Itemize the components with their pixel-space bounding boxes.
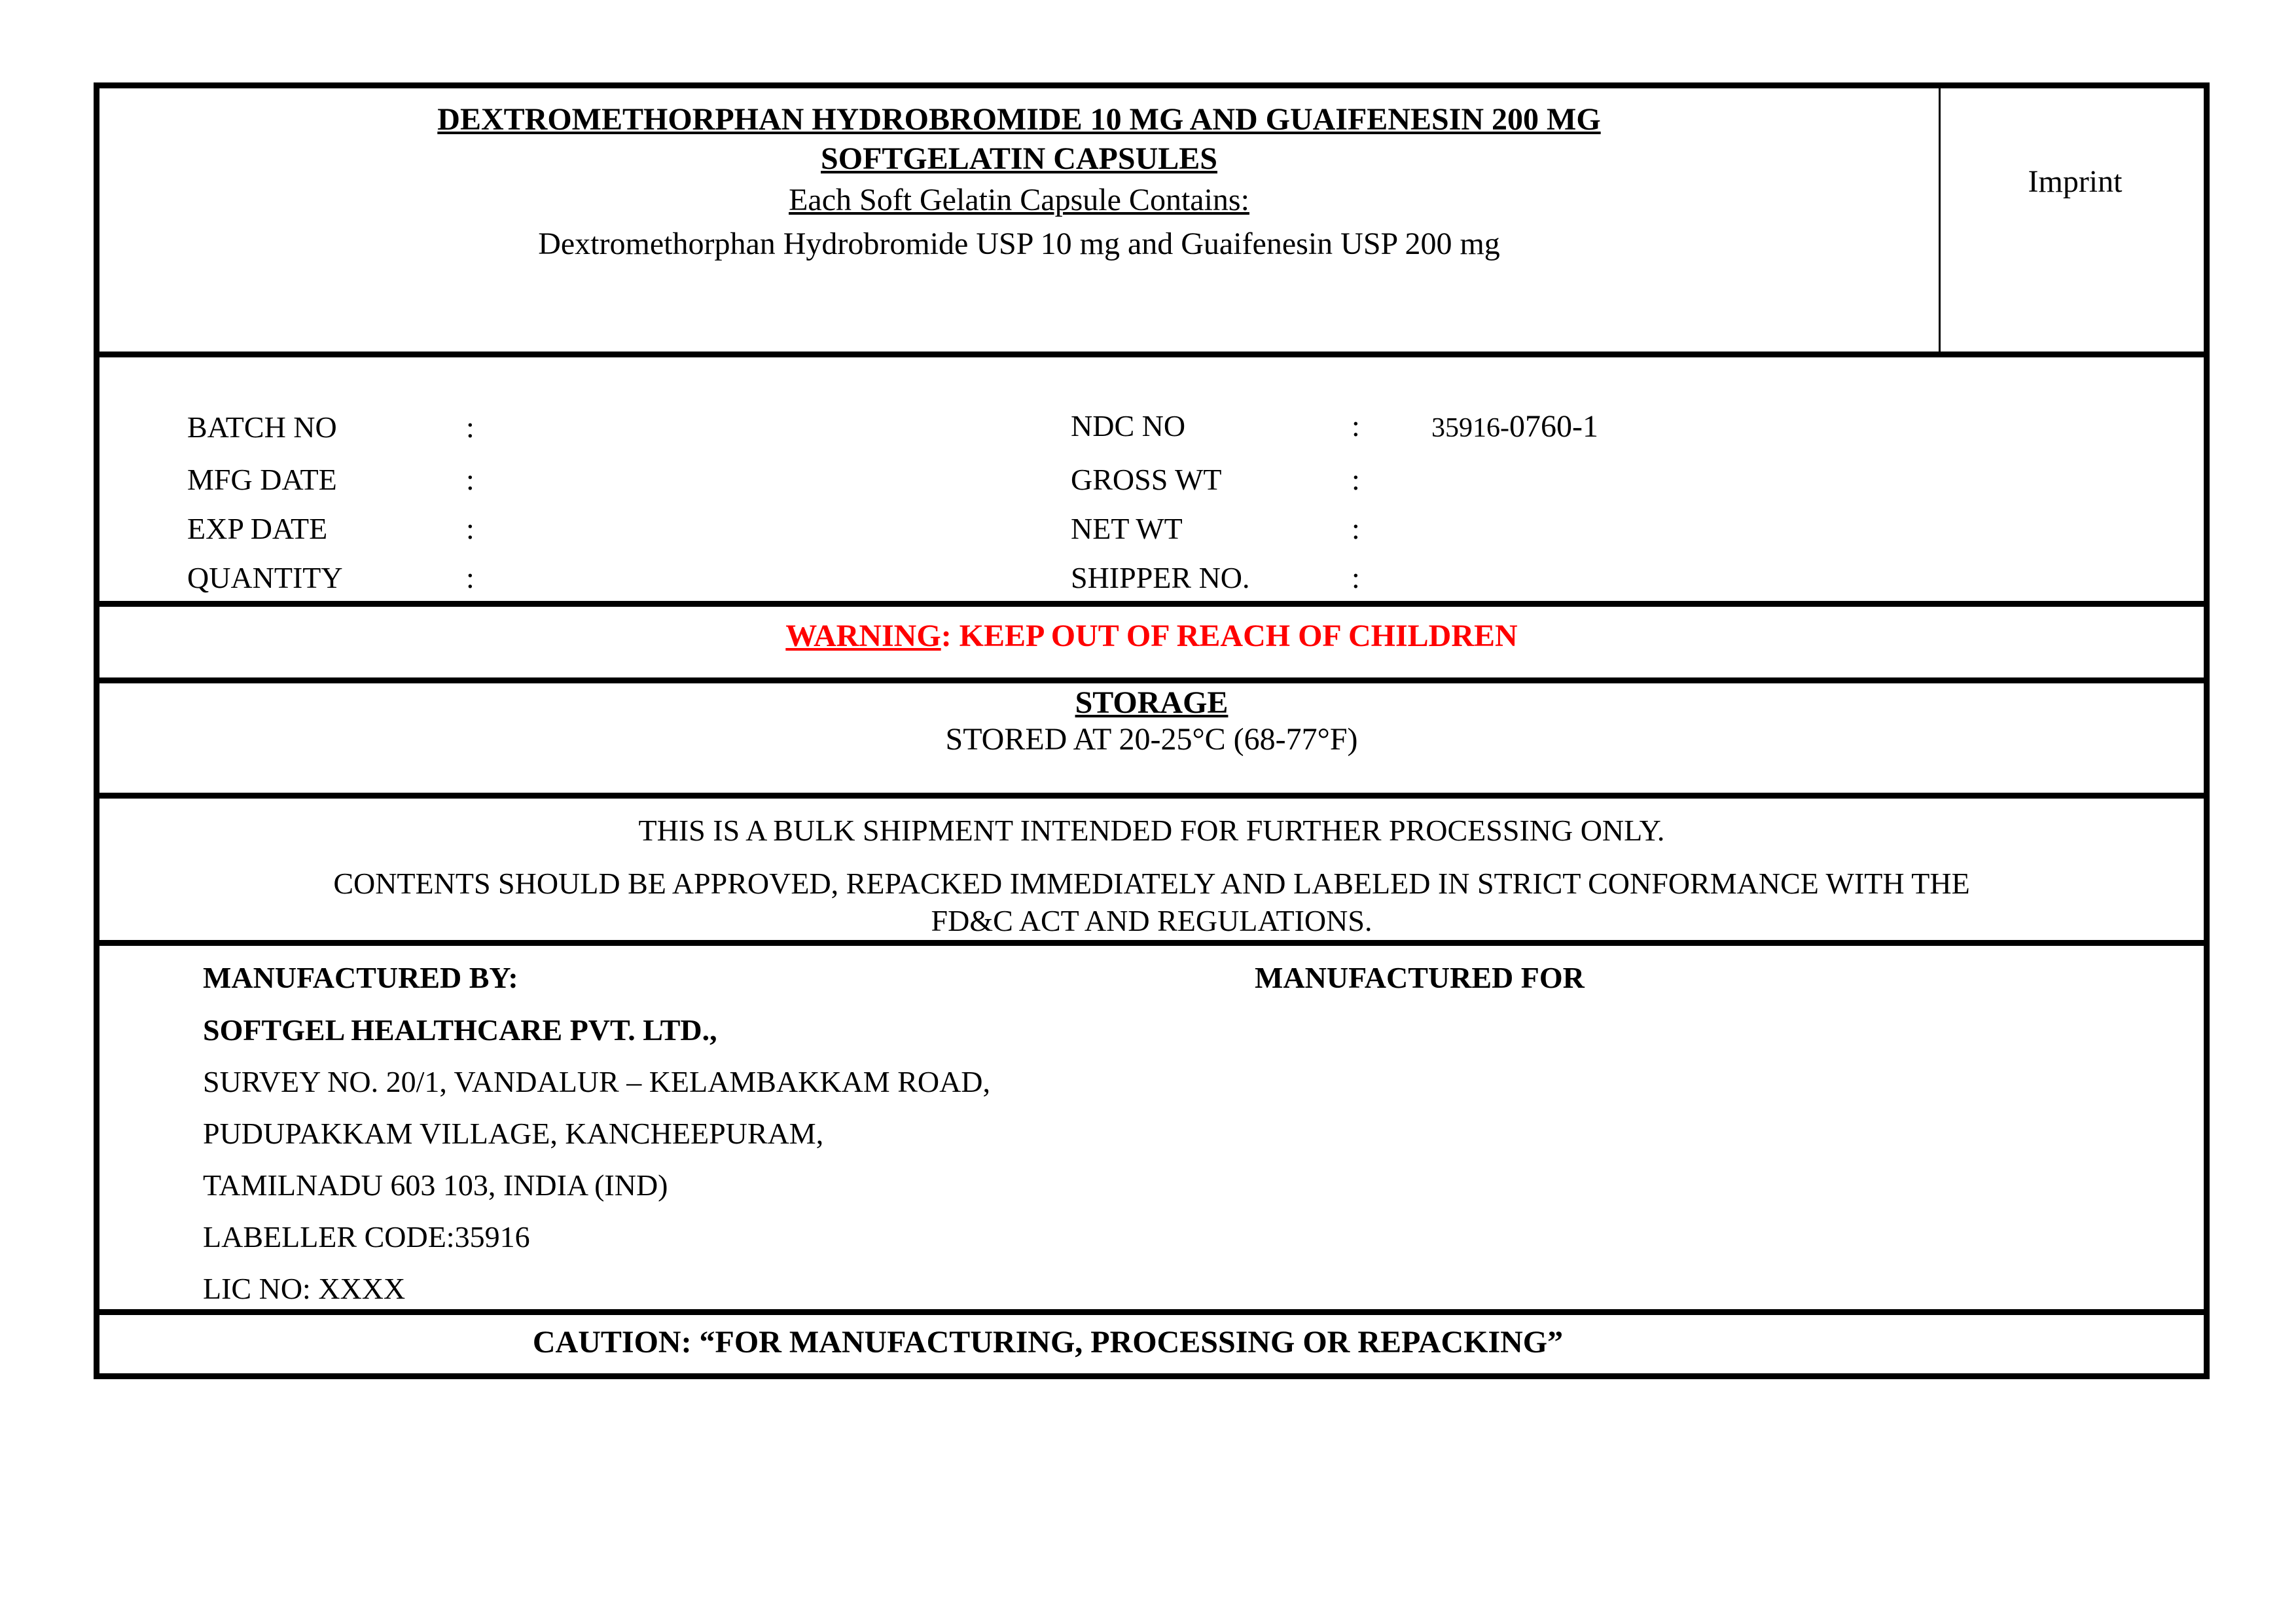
- storage-text: STORED AT 20-25°C (68-77°F): [945, 722, 1358, 757]
- storage-heading: STORAGE: [1075, 685, 1229, 720]
- gross-wt-label: GROSS WT: [1071, 463, 1222, 496]
- quantity-label: QUANTITY: [187, 561, 343, 594]
- labeller-code: LABELLER CODE:35916: [203, 1220, 530, 1254]
- warning-label: WARNING: [785, 619, 941, 653]
- gross-wt-colon: :: [1352, 463, 1360, 496]
- lic-no: LIC NO: XXXX: [203, 1272, 406, 1305]
- quantity-colon: :: [466, 561, 475, 594]
- ndc-no-suffix: 0760-1: [1509, 409, 1598, 444]
- batch-no-label: BATCH NO: [187, 410, 337, 444]
- ndc-no-value: [1431, 408, 1598, 444]
- mfg-date-label: MFG DATE: [187, 463, 337, 496]
- batch-info-section: [99, 352, 2204, 601]
- manufacturer-address-line3: TAMILNADU 603 103, INDIA (IND): [203, 1168, 668, 1202]
- exp-date-colon: :: [466, 512, 475, 545]
- shipper-no-label: SHIPPER NO.: [1071, 561, 1250, 594]
- shipper-no-colon: :: [1352, 561, 1360, 594]
- ndc-no-prefix: 35916-: [1431, 413, 1509, 443]
- label-header: [99, 88, 2204, 352]
- ndc-no-label: NDC NO: [1071, 409, 1186, 442]
- composition-text: Dextromethorphan Hydrobromide USP 10 mg and Guaifenesin USP 200 mg: [538, 226, 1500, 261]
- caution-section: [99, 1309, 2204, 1373]
- bulk-notice-section: [99, 793, 2204, 940]
- batch-no-colon: :: [466, 410, 475, 444]
- storage-section: [99, 677, 2204, 793]
- bulk-notice-line2: CONTENTS SHOULD BE APPROVED, REPACKED IMMEDIATELY AND LABELED IN STRICT CONFORMANCE WITH THE: [333, 867, 1970, 900]
- manufactured-for-heading: MANUFACTURED FOR: [1255, 961, 1585, 994]
- exp-date-label: EXP DATE: [187, 512, 328, 545]
- caution-text: CAUTION: “FOR MANUFACTURING, PROCESSING OR REPACKING”: [532, 1325, 1564, 1360]
- warning-section: [99, 601, 2204, 677]
- product-title-line2: SOFTGELATIN CAPSULES: [821, 141, 1217, 176]
- ndc-no-colon: :: [1352, 409, 1360, 442]
- warning-message: : KEEP OUT OF REACH OF CHILDREN: [941, 619, 1518, 653]
- contains-heading: Each Soft Gelatin Capsule Contains:: [789, 183, 1249, 217]
- product-label: [94, 82, 2210, 1379]
- imprint-label: Imprint: [2028, 164, 2123, 199]
- mfg-date-colon: :: [466, 463, 475, 496]
- net-wt-colon: :: [1352, 512, 1360, 545]
- warning-text: [99, 618, 2204, 654]
- manufacturer-company: SOFTGEL HEALTHCARE PVT. LTD.,: [203, 1013, 717, 1047]
- net-wt-label: NET WT: [1071, 512, 1183, 545]
- product-title-line1: DEXTROMETHORPHAN HYDROBROMIDE 10 MG AND GUAIFENESIN 200 MG: [437, 102, 1601, 137]
- bulk-notice-line1: THIS IS A BULK SHIPMENT INTENDED FOR FURTHER PROCESSING ONLY.: [638, 814, 1665, 847]
- manufacturer-address-line1: SURVEY NO. 20/1, VANDALUR – KELAMBAKKAM ROAD,: [203, 1065, 991, 1098]
- manufacturer-address-line2: PUDUPAKKAM VILLAGE, KANCHEEPURAM,: [203, 1117, 824, 1150]
- imprint-box: [1939, 88, 2210, 352]
- bulk-notice-line3: FD&C ACT AND REGULATIONS.: [931, 904, 1372, 937]
- manufacturer-section: [99, 940, 2204, 1309]
- manufactured-by-heading: MANUFACTURED BY:: [203, 961, 518, 994]
